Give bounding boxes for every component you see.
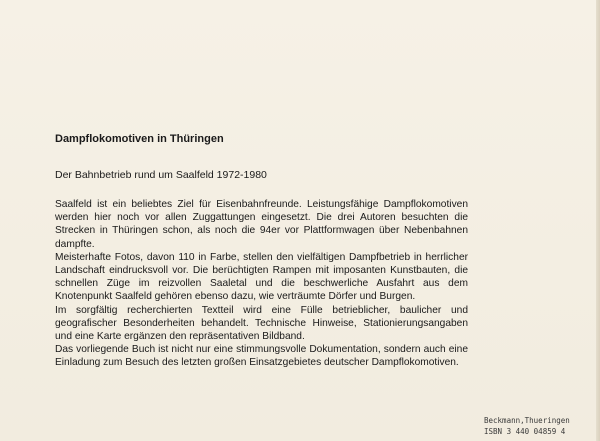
page-edge: [596, 0, 600, 441]
description-paragraph: Meisterhafte Fotos, davon 110 in Farbe, stellen den vielfältigen Dampfbetrieb in herrlicher Landschaft eindrucksvoll vor. Die berüchtigten Rampen mit imposanten Kunstbauten, die schnellen Züge im reizvollen Saaletal und die beschwerliche Ausfahrt aus dem Knotenpunkt Saalfeld gehören ebenso dazu, wie verträumte Dörfer und Burgen.: [55, 251, 468, 303]
description-body: [55, 198, 468, 370]
blurb-text-block: [55, 132, 468, 370]
catalog-isbn: ISBN 3 440 04859 4: [484, 427, 566, 436]
description-paragraph: Das vorliegende Buch ist nicht nur eine stimmungsvolle Dokumentation, sondern auch eine Einladung zum Besuch des letzten großen Einsatzgebietes deutscher Dampflokomotiven.: [55, 344, 468, 369]
catalog-author-title: Beckmann,Thueringen: [484, 416, 570, 425]
book-title: Dampflokomotiven in Thüringen: [55, 133, 224, 145]
catalog-stamp: [484, 415, 594, 437]
description-paragraph: Saalfeld ist ein beliebtes Ziel für Eisenbahnfreunde. Leistungsfähige Dampflokomotiven werden hier noch vor allen Zuggattungen eingesetzt. Die drei Autoren besuchten die Strecken in Thüringen schon, als noch die 94er vor Plattformwagen über Nebenbahnen dampfte.: [55, 199, 468, 250]
book-subtitle: Der Bahnbetrieb rund um Saalfeld 1972-1980: [55, 169, 267, 181]
description-paragraph: Im sorgfältig recherchierten Textteil wird eine Fülle betrieblicher, baulicher und geografischer Besonderheiten behandelt. Technische Hinweise, Stationierungsangaben und eine Karte ergänzen den repräsentativen Bildband.: [55, 304, 468, 343]
